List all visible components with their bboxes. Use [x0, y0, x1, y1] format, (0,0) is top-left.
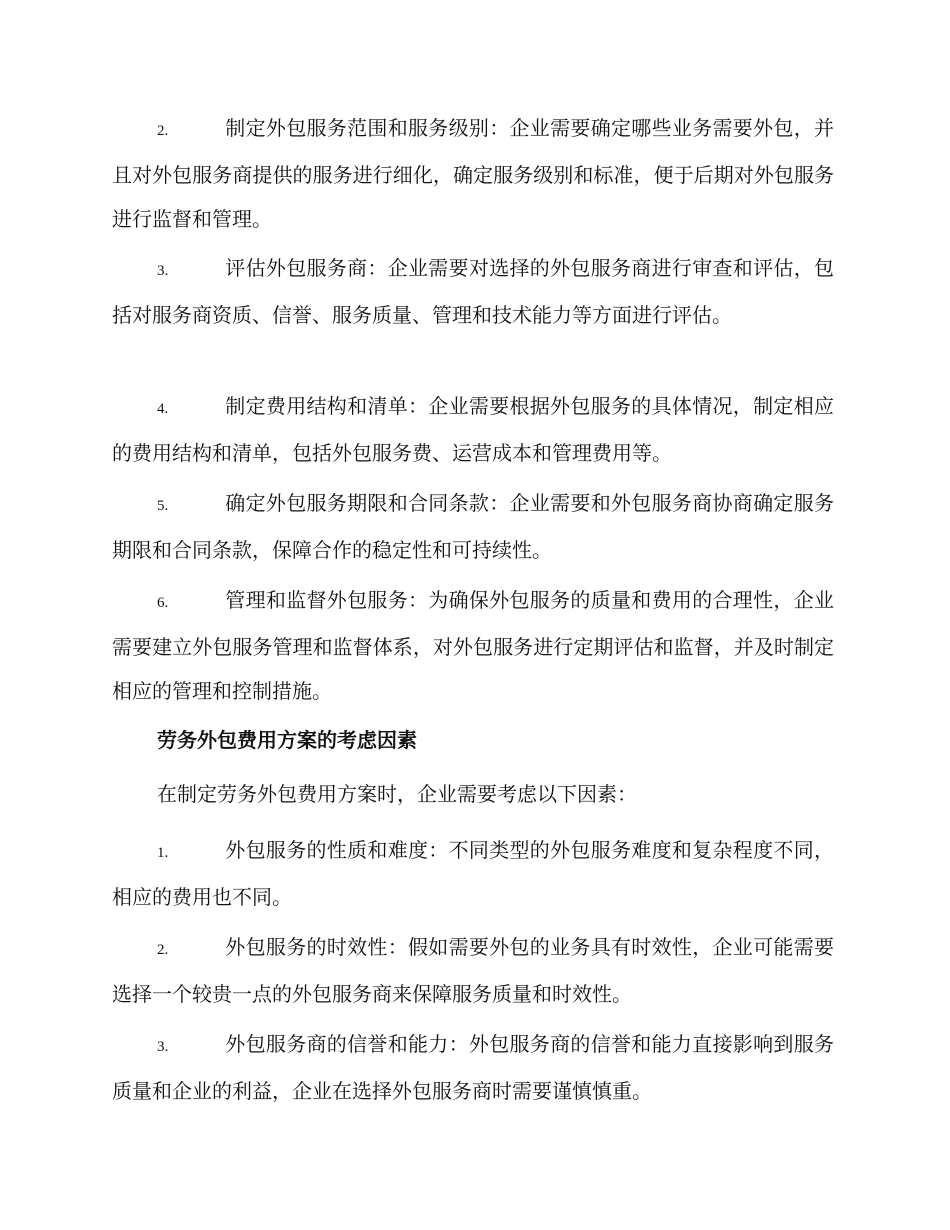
item-text: 评估外包服务商：企业需要对选择的外包服务商进行审查和评估，包括对服务商资质、信誉、服务质量、管理和技术能力等方面进行评估。 — [112, 256, 834, 327]
item-text: 外包服务的性质和难度：不同类型的外包服务难度和复杂程度不同，相应的费用也不同。 — [112, 838, 834, 909]
item-text: 外包服务商的信誉和能力：外包服务商的信誉和能力直接影响到服务质量和企业的利益，企业在选择外包服务商时需要谨慎慎重。 — [112, 1032, 834, 1103]
item-number: 6. — [157, 595, 169, 611]
item-text: 确定外包服务期限和合同条款：企业需要和外包服务商协商确定服务期限和合同条款，保障合作的稳定性和可持续性。 — [112, 491, 834, 562]
item-number: 2. — [157, 123, 169, 139]
item-text: 外包服务的时效性：假如需要外包的业务具有时效性，企业可能需要选择一个较贵一点的外包服务商来保障服务质量和时效性。 — [112, 935, 834, 1006]
item-text: 管理和监督外包服务：为确保外包服务的质量和费用的合理性，企业需要建立外包服务管理和监督体系，对外包服务进行定期评估和监督，并及时制定相应的管理和控制措施。 — [112, 588, 834, 703]
list-item — [112, 925, 834, 1016]
intro-paragraph: 在制定劳务外包费用方案时，企业需要考虑以下因素： — [157, 782, 637, 806]
list-item — [112, 578, 834, 713]
section-heading: 劳务外包费用方案的考虑因素 — [157, 728, 417, 752]
list-item — [112, 481, 834, 572]
item-number: 3. — [157, 263, 169, 279]
item-number: 3. — [157, 1039, 169, 1055]
list-item — [112, 384, 834, 475]
list-item — [112, 246, 834, 337]
item-number: 5. — [157, 498, 169, 514]
item-text: 制定外包服务范围和服务级别：企业需要确定哪些业务需要外包，并且对外包服务商提供的服务进行细化，确定服务级别和标准，便于后期对外包服务进行监督和管理。 — [112, 116, 834, 231]
list-item — [112, 828, 834, 919]
item-number: 2. — [157, 942, 169, 958]
item-text: 制定费用结构和清单：企业需要根据外包服务的具体情况，制定相应的费用结构和清单，包括外包服务费、运营成本和管理费用等。 — [112, 394, 834, 465]
item-number: 1. — [157, 845, 169, 861]
item-number: 4. — [157, 401, 169, 417]
list-item — [112, 106, 834, 241]
list-item — [112, 1022, 834, 1113]
